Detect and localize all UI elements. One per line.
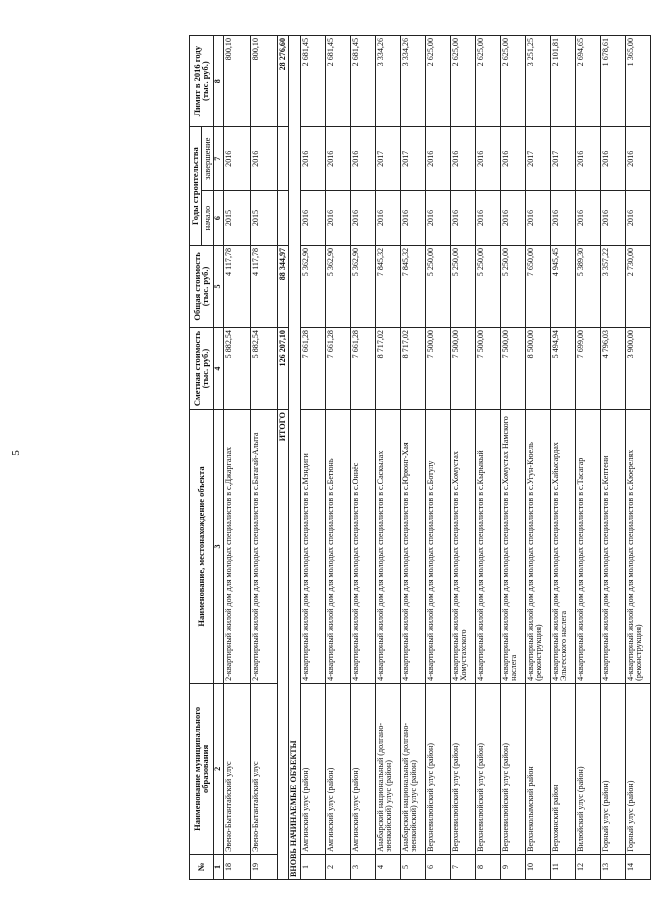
row-total-cost: 7 845,32 <box>375 245 400 327</box>
row-total-cost: 5 250,00 <box>500 245 525 327</box>
row-object: 4-квартирный жилой дом для молодых специалистов в с.Мэндиги <box>300 410 325 684</box>
row-end: 2017 <box>550 127 575 191</box>
row-object: 4-квартирный жилой дом для молодых специалистов в с.Юрюнг-Хая <box>400 410 425 684</box>
row-object: 4-квартирный жилой дом для молодых специалистов в с.Бетюнь <box>325 410 350 684</box>
row-number: 6 <box>425 854 450 879</box>
row-estimate: 3 900,00 <box>625 328 650 410</box>
row-start: 2016 <box>575 191 600 246</box>
row-total-cost: 4 117,78 <box>250 245 277 327</box>
row-end: 2016 <box>250 127 277 191</box>
index-cell: 8 <box>213 36 223 127</box>
rotated-table-container <box>189 35 644 880</box>
row-end: 2016 <box>223 127 250 191</box>
row-total-cost: 5 362,90 <box>325 245 350 327</box>
row-total-cost: 4 945,45 <box>550 245 575 327</box>
row-total-cost: 7 845,32 <box>400 245 425 327</box>
row-estimate: 7 699,00 <box>575 328 600 410</box>
row-municipality: Амгинский улус (район) <box>350 683 375 854</box>
row-end: 2016 <box>625 127 650 191</box>
index-cell: 4 <box>213 328 223 410</box>
row-object: 4-квартирный жилой дом для молодых специалистов в с.Хайысардах Эльгесского наслега <box>550 410 575 684</box>
row-limit: 1 365,00 <box>625 36 650 127</box>
row-object: 4-квартирный жилой дом для молодых специалистов в с.Кырыкый <box>475 410 500 684</box>
header-years-group: Годы строительства <box>190 127 202 246</box>
row-end: 2017 <box>525 127 550 191</box>
objects-table <box>189 35 651 880</box>
row-total-cost: 5 250,00 <box>425 245 450 327</box>
row-estimate: 7 500,00 <box>450 328 475 410</box>
row-estimate: 5 882,54 <box>223 328 250 410</box>
table-row <box>475 36 500 880</box>
row-municipality: Амгинский улус (район) <box>325 683 350 854</box>
row-number: 12 <box>575 854 600 879</box>
row-end: 2016 <box>475 127 500 191</box>
header-end: завершение <box>201 127 213 191</box>
row-start: 2016 <box>500 191 525 246</box>
row-object: 4-квартирный жилой дом для молодых специалистов в с.Саскылах <box>375 410 400 684</box>
row-object: 2-квартирный жилой дом для молодых специалистов в с.Джаргалах <box>223 410 250 684</box>
row-number: 1 <box>300 854 325 879</box>
total-limit: 28 276,60 <box>277 36 288 127</box>
row-end: 2016 <box>600 127 625 191</box>
row-end: 2016 <box>300 127 325 191</box>
header-number: № <box>190 854 214 879</box>
row-object: 4-квартирный жилой дом для молодых специалистов в с.Хомустах Хомустахского <box>450 410 475 684</box>
row-municipality: Верхневилюйский улус (район) <box>450 683 475 854</box>
row-number: 3 <box>350 854 375 879</box>
row-estimate: 7 661,28 <box>325 328 350 410</box>
row-number: 7 <box>450 854 475 879</box>
row-estimate: 8 717,02 <box>400 328 425 410</box>
row-limit: 3 334,26 <box>400 36 425 127</box>
table-row <box>350 36 375 880</box>
header-estimate: Сметная стоимость (тыс. руб.) <box>190 328 214 410</box>
row-object: 4-квартирный жилой дом для молодых специалистов в с.Тасагар <box>575 410 600 684</box>
index-cell: 1 <box>213 854 223 879</box>
row-municipality: Эвено-Бытантайский улус <box>223 683 250 854</box>
row-total-cost: 4 117,78 <box>223 245 250 327</box>
row-start: 2016 <box>475 191 500 246</box>
row-end: 2016 <box>450 127 475 191</box>
row-number: 8 <box>475 854 500 879</box>
row-number: 4 <box>375 854 400 879</box>
row-total-cost: 5 362,90 <box>350 245 375 327</box>
row-limit: 2 681,45 <box>300 36 325 127</box>
row-start: 2016 <box>325 191 350 246</box>
row-limit: 3 334,26 <box>375 36 400 127</box>
index-cell: 5 <box>213 245 223 327</box>
row-total-cost: 5 250,00 <box>450 245 475 327</box>
row-end: 2017 <box>375 127 400 191</box>
header-limit: Лимит в 2016 году (тыс. руб.) <box>190 36 214 127</box>
row-municipality: Амгинский улус (район) <box>300 683 325 854</box>
table-row <box>300 36 325 880</box>
row-municipality: Верхневилюйский улус (район) <box>500 683 525 854</box>
table-row <box>325 36 350 880</box>
row-municipality: Горный улус (район) <box>625 683 650 854</box>
row-estimate: 7 661,28 <box>350 328 375 410</box>
row-number: 18 <box>223 854 250 879</box>
row-start: 2016 <box>375 191 400 246</box>
row-end: 2016 <box>425 127 450 191</box>
row-municipality: Анабарский национальный (долгано-эвенкийский) улус (район) <box>400 683 425 854</box>
row-end: 2016 <box>325 127 350 191</box>
table-row <box>525 36 550 880</box>
row-municipality: Эвено-Бытантайский улус <box>250 683 277 854</box>
row-object: 4-квартирный жилой дом для молодых специалистов в с.Угун-Кюель (реконструкция) <box>525 410 550 684</box>
row-estimate: 7 500,00 <box>500 328 525 410</box>
row-start: 2016 <box>450 191 475 246</box>
row-object: 4-квартирный жилой дом для молодых специалистов в с.Оннёс <box>350 410 375 684</box>
section-row <box>289 36 300 880</box>
row-end: 2016 <box>575 127 600 191</box>
row-municipality: Горный улус (район) <box>600 683 625 854</box>
row-start: 2016 <box>600 191 625 246</box>
row-municipality: Верхнеколымский район <box>525 683 550 854</box>
row-municipality: Верхоянский район <box>550 683 575 854</box>
row-estimate: 7 500,00 <box>475 328 500 410</box>
row-estimate: 7 500,00 <box>425 328 450 410</box>
page-number: 5 <box>10 450 22 456</box>
row-municipality: Верхневилюйский улус (район) <box>425 683 450 854</box>
row-total-cost: 3 357,22 <box>600 245 625 327</box>
row-estimate: 5 882,54 <box>250 328 277 410</box>
row-start: 2015 <box>250 191 277 246</box>
total-estimate: 126 207,10 <box>277 328 288 410</box>
row-start: 2016 <box>625 191 650 246</box>
row-start: 2016 <box>425 191 450 246</box>
total-row <box>277 36 288 880</box>
index-cell: 7 <box>213 127 223 191</box>
row-total-cost: 2 730,00 <box>625 245 650 327</box>
row-limit: 3 251,25 <box>525 36 550 127</box>
header-municipality: Наименование муниципального образования <box>190 683 214 854</box>
table-row <box>500 36 525 880</box>
row-total-cost: 5 250,00 <box>475 245 500 327</box>
row-number: 14 <box>625 854 650 879</box>
row-object: 2-квартирный жилой дом для молодых специалистов в с.Батагай-Алыта <box>250 410 277 684</box>
row-limit: 2 625,00 <box>500 36 525 127</box>
row-number: 11 <box>550 854 575 879</box>
table-row <box>375 36 400 880</box>
row-end: 2017 <box>400 127 425 191</box>
table-row <box>625 36 650 880</box>
row-limit: 800,10 <box>250 36 277 127</box>
row-total-cost: 5 362,90 <box>300 245 325 327</box>
row-number: 10 <box>525 854 550 879</box>
row-start: 2015 <box>223 191 250 246</box>
row-municipality: Вилюйский улус (район) <box>575 683 600 854</box>
row-start: 2016 <box>300 191 325 246</box>
row-end: 2016 <box>350 127 375 191</box>
table-row <box>400 36 425 880</box>
row-start: 2016 <box>525 191 550 246</box>
row-total-cost: 7 650,00 <box>525 245 550 327</box>
table-row <box>250 36 277 880</box>
row-limit: 2 625,00 <box>425 36 450 127</box>
table-row <box>425 36 450 880</box>
index-cell: 6 <box>213 191 223 246</box>
row-estimate: 8 500,00 <box>525 328 550 410</box>
index-cell: 3 <box>213 410 223 684</box>
row-limit: 2 681,45 <box>350 36 375 127</box>
row-number: 5 <box>400 854 425 879</box>
total-empty <box>277 127 288 191</box>
total-label: ИТОГО <box>277 410 288 880</box>
row-object: 4-квартирный жилой дом для молодых специалистов в с.Ботулу <box>425 410 450 684</box>
header-row <box>190 36 202 880</box>
row-object: 4-квартирный жилой дом для молодых специалистов в с.Кептени <box>600 410 625 684</box>
row-estimate: 5 494,94 <box>550 328 575 410</box>
row-start: 2016 <box>350 191 375 246</box>
row-estimate: 4 796,03 <box>600 328 625 410</box>
table-row <box>600 36 625 880</box>
row-number: 2 <box>325 854 350 879</box>
table-row <box>223 36 250 880</box>
row-object: 4-квартирный жилой дом для молодых специалистов в с.Кюерелях (реконструкция) <box>625 410 650 684</box>
row-municipality: Верхневилюйский улус (район) <box>475 683 500 854</box>
header-total-cost: Общая стоимость (тыс. руб.) <box>190 245 214 327</box>
row-limit: 800,10 <box>223 36 250 127</box>
row-municipality: Анабарский национальный (долгано-эвенкийский) улус (район) <box>375 683 400 854</box>
row-limit: 2 681,45 <box>325 36 350 127</box>
table-row <box>575 36 600 880</box>
index-cell: 2 <box>213 683 223 854</box>
row-estimate: 7 661,28 <box>300 328 325 410</box>
table-row <box>450 36 475 880</box>
row-object: 4-квартирный жилой дом для молодых специалистов в с.Хомустах Намского наслега <box>500 410 525 684</box>
row-estimate: 8 717,02 <box>375 328 400 410</box>
row-limit: 2 625,00 <box>475 36 500 127</box>
row-limit: 2 101,81 <box>550 36 575 127</box>
row-number: 13 <box>600 854 625 879</box>
row-limit: 2 694,65 <box>575 36 600 127</box>
row-limit: 1 678,61 <box>600 36 625 127</box>
row-number: 19 <box>250 854 277 879</box>
row-total-cost: 5 389,30 <box>575 245 600 327</box>
row-start: 2016 <box>550 191 575 246</box>
section-title: ВНОВЬ НАЧИНАЕМЫЕ ОБЪЕКТЫ <box>289 36 300 880</box>
index-row <box>213 36 223 880</box>
total-empty <box>277 191 288 246</box>
header-start: начало <box>201 191 213 246</box>
row-end: 2016 <box>500 127 525 191</box>
row-number: 9 <box>500 854 525 879</box>
table-row <box>550 36 575 880</box>
row-limit: 2 625,00 <box>450 36 475 127</box>
row-start: 2016 <box>400 191 425 246</box>
header-object: Наименование, местонахождение объекта <box>190 410 214 684</box>
total-cost: 88 344,97 <box>277 245 288 327</box>
